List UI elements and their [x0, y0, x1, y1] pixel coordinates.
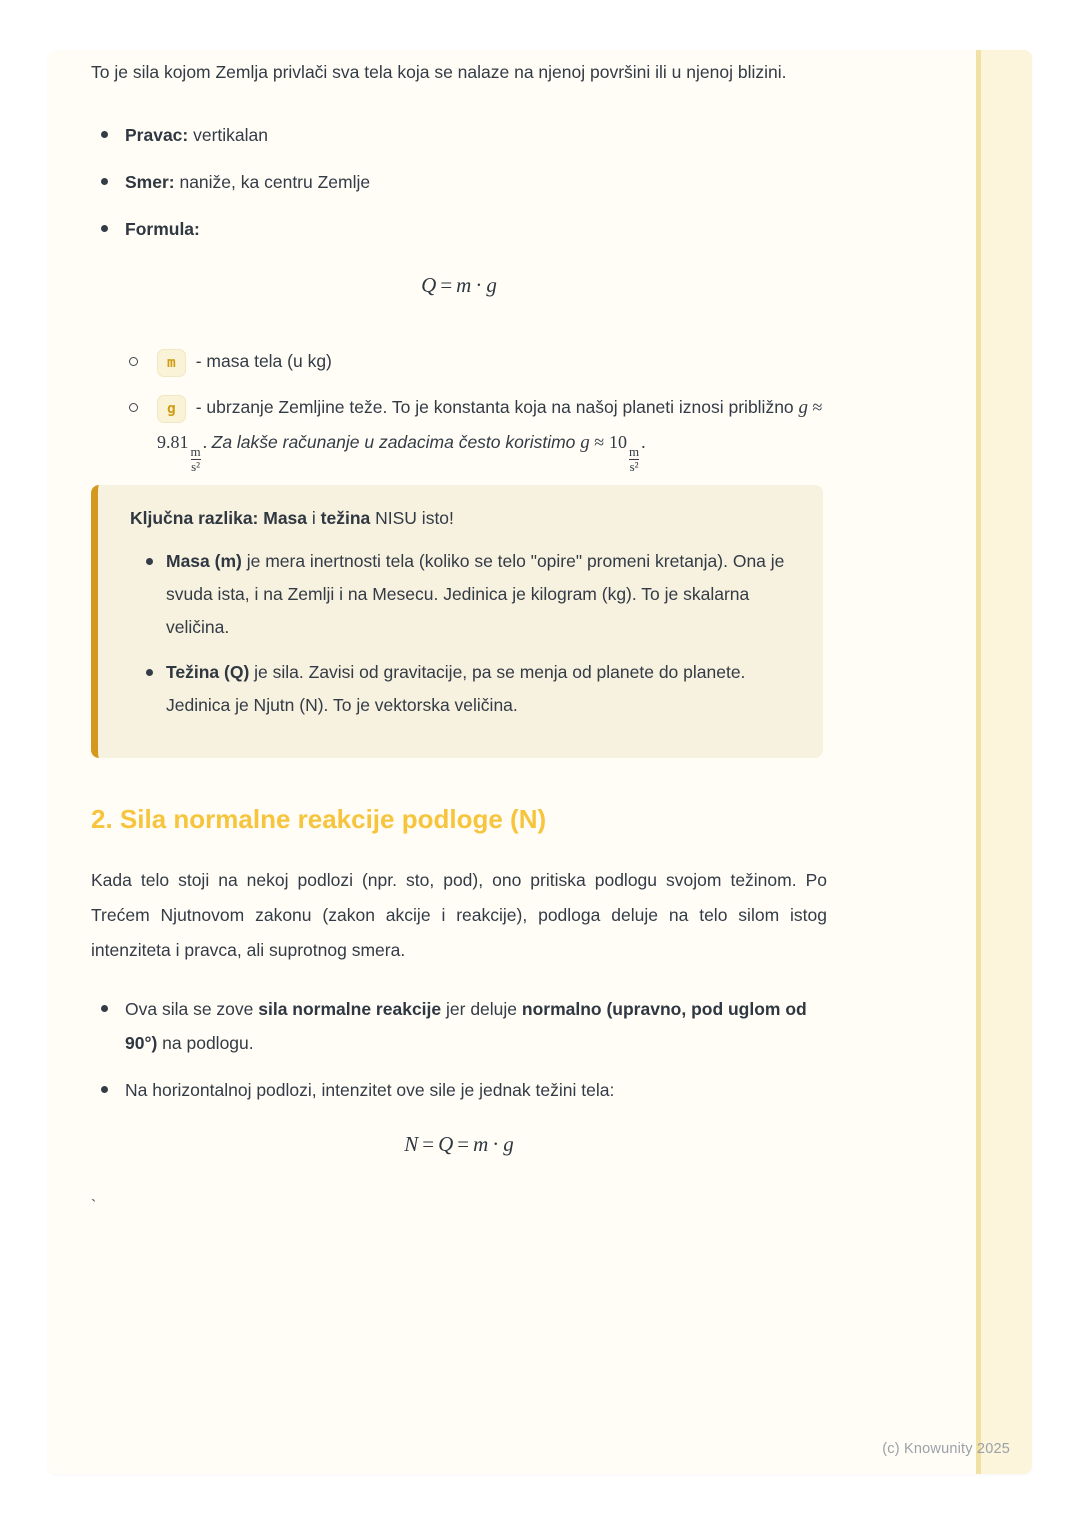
formula-operator: =: [422, 1132, 435, 1157]
fraction-m-s2: [191, 445, 201, 473]
bullet-marker-icon: [101, 1086, 108, 1093]
legend-text: - ubrzanje Zemljine teže. To je konstanta koja na našoj planeti iznosi približno: [195, 397, 799, 417]
section-list-item: [91, 992, 827, 1060]
callout-item-bold: Težina (Q): [166, 662, 250, 683]
math-value: ≈ 9.81: [157, 397, 823, 452]
bullet-marker-icon: [146, 558, 153, 565]
item-text: Na horizontalnoj podlozi, intenzitet ove sile je jednak težini tela:: [125, 1080, 615, 1101]
italic-note: Za lakše računanje u zadacima često koristimo: [211, 432, 581, 452]
formula-operator: ·: [492, 1132, 500, 1157]
item-text: Ova sila se zove: [125, 999, 259, 1020]
bullet-marker-icon: [101, 225, 108, 232]
callout-item-text: je mera inertnosti tela (koliko se telo "opire" promeni kretanja). Ona je svuda ista, i na Zemlji i na Mesecu. Jedinica je kilogram (kg). To je skalarna veličina.: [166, 551, 785, 638]
legend-item-g: [91, 390, 827, 473]
fraction-numerator: m: [629, 444, 640, 459]
stray-backtick: `: [91, 1198, 97, 1216]
callout-list: [130, 545, 793, 722]
formula-var: m: [473, 1132, 489, 1157]
code-badge-g: g: [157, 395, 186, 423]
math-approx: ≈: [589, 432, 605, 452]
legend-item-m: [91, 344, 827, 378]
formula-var: Q: [438, 1132, 454, 1157]
math-period: .: [202, 432, 212, 452]
fraction-denominator: s²: [629, 458, 639, 474]
section-heading: 2. Sila normalne reakcije podloge (N): [91, 804, 547, 835]
section-bullet-list: [91, 992, 827, 1107]
math-var-g: g: [798, 397, 809, 418]
formula-var: g: [503, 1132, 514, 1157]
callout-title: [130, 506, 793, 531]
property-list: [91, 118, 827, 246]
section-paragraph: Kada telo stoji na nekoj podlozi (npr. sto, pod), ono pritiska podlogu svojom težinom. Po Trećem Njutnovom zakonu (zakon akcije i reakcije), podloga deluje na telo silom istog intenziteta i pravca, ali suprotnog smera.: [91, 870, 827, 961]
document-page: [48, 50, 1032, 1474]
formula-operator: =: [440, 273, 453, 297]
fraction-numerator: m: [190, 444, 201, 459]
page-edge-stripe: [976, 50, 1032, 1474]
legend-text: - masa tela (u kg): [195, 351, 332, 371]
section-list-item: [91, 1073, 827, 1107]
formula-operator: =: [457, 1132, 470, 1157]
variable-legend-list: [91, 344, 827, 473]
code-badge-m: m: [157, 349, 186, 377]
item-text: naniže, ka centru Zemlje: [174, 172, 371, 192]
item-label: Formula:: [125, 219, 200, 239]
math-period: .: [641, 432, 646, 452]
callout-title-bold: Ključna razlika: Masa: [130, 508, 308, 529]
item-text: vertikalan: [188, 125, 269, 145]
callout-box: [91, 485, 823, 758]
item-label: Pravac:: [125, 125, 189, 145]
formula-var: Q: [421, 273, 437, 297]
item-text: jer deluje: [441, 999, 522, 1020]
callout-title-text: NISU isto!: [370, 508, 454, 529]
formula-operator: ·: [475, 273, 483, 297]
callout-item-bold: Masa (m): [166, 551, 242, 572]
list-item-formula: [91, 212, 827, 246]
formula-normal-reaction: [91, 1129, 827, 1159]
formula-var: m: [456, 273, 472, 297]
math-value: 10: [609, 432, 628, 452]
formula-weight: [91, 270, 827, 300]
list-item-pravac: [91, 118, 827, 152]
callout-title-bold: težina: [320, 508, 371, 529]
bullet-marker-icon: [101, 178, 108, 185]
formula-var: g: [486, 273, 497, 297]
footer-credit: (c) Knowunity 2025: [882, 1441, 1010, 1457]
callout-title-text: i: [307, 508, 321, 529]
formula-var: N: [404, 1132, 419, 1157]
fraction-m-s2: [629, 445, 639, 473]
fraction-denominator: s²: [191, 458, 201, 474]
callout-item-masa: [130, 545, 793, 644]
intro-paragraph: To je sila kojom Zemlja privlači sva tela koja se nalaze na njenoj površini ili u njenoj blizini.: [91, 62, 787, 82]
page-content: [91, 56, 827, 1219]
item-bold: sila normalne reakcije: [258, 999, 442, 1020]
list-item-smer: [91, 165, 827, 199]
bullet-marker-icon: [101, 131, 108, 138]
bullet-marker-icon: [101, 1005, 108, 1012]
math-var-g: g: [580, 432, 590, 453]
circle-marker-icon: [129, 357, 138, 366]
callout-item-text: je sila. Zavisi od gravitacije, pa se menja od planete do planete. Jedinica je Njutn (N). To je vektorska veličina.: [166, 662, 746, 716]
item-bold: normalno (upravno, pod uglom od 90°): [125, 999, 807, 1054]
callout-item-tezina: [130, 656, 793, 722]
item-text: na podlogu.: [157, 1033, 254, 1054]
circle-marker-icon: [129, 403, 138, 412]
bullet-marker-icon: [146, 669, 153, 676]
item-label: Smer:: [125, 172, 175, 192]
